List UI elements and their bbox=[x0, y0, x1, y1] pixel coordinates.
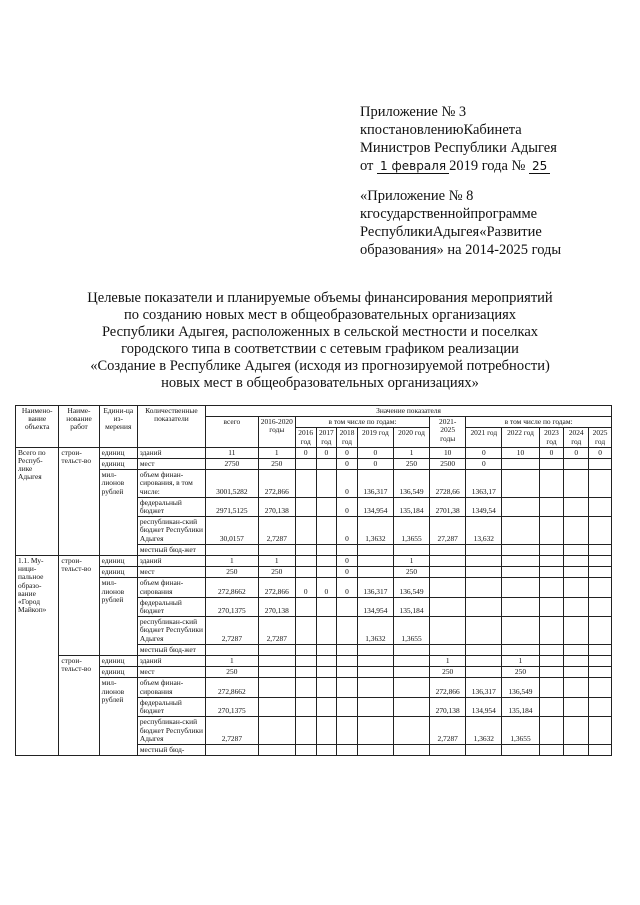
table-row: федеральный бюджет 2971,5125 270,138 0 134,954 135,184 2701,38 1349,54 bbox=[16, 497, 612, 516]
handwritten-date: 1 февраля bbox=[377, 159, 449, 174]
table-row: Всего по Респуб-лике Адыгея строи-тельст-во единиц зданий 11 1 0 0 0 0 1 10 0 10 0 0 0 bbox=[16, 447, 612, 458]
table-row: федеральный бюджет 270,1375 270,138 134,954 135,184 bbox=[16, 697, 612, 716]
appendix-1-line-4: от 1 февраля 2019 года № 25 bbox=[360, 157, 562, 175]
document-title: Целевые показатели и планируемые объемы финансирования мероприятий по созданию новых мест в общеобразовательных организациях Республики Адыгея, расположенных в сельской местности и поселках городского типа в соответствии с сетевым графиком реализации «Создание в Республике Адыгея (исходя из прогнозируемой потребности) новых мест в общеобразовательных организациях» bbox=[87, 290, 553, 391]
appendix-2-line-1: «Приложение № 8 bbox=[360, 188, 474, 204]
table-row: республикан-ский бюджет Республики Адыгея 2,7287 2,7287 1,3632 1,3655 bbox=[16, 617, 612, 645]
table-row: местный бюд-жет bbox=[16, 544, 612, 555]
table-row: республикан-ский бюджет Республики Адыгея 30,0157 2,7287 0 1,3632 1,3655 27,287 13,632 bbox=[16, 517, 612, 545]
appendix-1-line-1: Приложение № 3 bbox=[360, 104, 467, 120]
appendix-2-line-4: образования» на 2014-2025 годы bbox=[360, 242, 562, 258]
table-row: единиц мест 250 250 250 bbox=[16, 667, 612, 678]
table-row: 1.1. Му-ници-пальное образо-вание «Город Майкоп» строи-тельст-во единиц зданий 1 1 0 1 bbox=[16, 556, 612, 567]
table-row: мил-лионов рублей объем финан-сирования, в том числе: 3001,5282 272,866 0 136,317 136,549 2728,66 1363,17 bbox=[16, 470, 612, 498]
table-row: местный бюд-жет bbox=[16, 644, 612, 655]
table-row: федеральный бюджет 270,1375 270,138 134,954 135,184 bbox=[16, 597, 612, 616]
table-row: мил-лионов рублей объем финан-сирования 272,8662 272,866 0 0 0 136,317 136,549 bbox=[16, 578, 612, 597]
appendix-1-line-2: кпостановлениюКабинета bbox=[360, 122, 522, 138]
appendix-2-line-3: РеспубликиАдыгея«Развитие bbox=[360, 224, 542, 240]
appendix-2-line-2: кгосударственнойпрограмме bbox=[360, 206, 538, 222]
appendix-1-line-3: Министров Республики Адыгея bbox=[360, 140, 557, 156]
table-row: местный бюд- bbox=[16, 744, 612, 755]
table-row: мил-лионов рублей объем финан-сирования 272,8662 272,866 136,317 136,549 bbox=[16, 678, 612, 697]
handwritten-number: 25 bbox=[529, 159, 550, 174]
table-row: единиц мест 2750 250 0 0 250 2500 0 bbox=[16, 459, 612, 470]
appendix-block-1 bbox=[360, 103, 562, 175]
table-row: республикан-ский бюджет Республики Адыгея 2,7287 2,7287 1,3632 1,3655 bbox=[16, 717, 612, 745]
indicators-table: Наимено-вание объекта Наиме-нование работ Едини-ца из-мерения Количественные показатели Значение показателя всего 2016-2020 годы в том числе по годам: 2021-2025 годы в том числе по годам: 2016 год 2017 год 2018 год 2019 год 2020 год 2021 год 2022 год 2023 год 2024 год 2025 год Всего по Респуб-лике Адыгея строи-тельст-во единиц зданий 11 1 0 0 0 0 1 10 0 10 0 0 0 единиц мест 2750 250 0 0 250 2500 0 мил-лионов рублей объем финан-сирования, в том числе: 3001,5282 272,866 0 136,317 136,549 2728,66 1363,17 федеральный бюджет 2971,5125 270,138 0 134,954 135,184 2701,38 1349,54 республикан-ский бюджет Республики Адыгея 30,0157 2,7287 0 1,3632 1,3655 27,287 13,632 местный бюд-жет 1.1. Му-ници-пальное образо-вание «Город Майкоп» строи-тельст-во единиц зданий 1 1 0 1 единиц мест 250 250 0 250 мил-лионов рублей объем финан-сирования 272,8662 272,866 0 0 0 136,317 136,549 федеральный бюджет 270,1375 270,138 134,954 135,184 республикан-ский бюджет Республики Адыгея 2,7287 2,7287 1,3632 1,3655 местный бюд-жет строи-тельст-во единиц зданий 1 1 1 единиц мест 250 250 250 мил-лионов рублей объем финан-сирования 272,8662 272,866 136,317 136,549 федеральный бюджет 270,1375 270,138 134,954 135,184 республикан-ский бюджет Республики Адыгея 2,7287 2,7287 1,3632 1,3655 местный бюд- bbox=[15, 405, 612, 756]
table-header-row: Наимено-вание объекта Наиме-нование работ Едини-ца из-мерения Количественные показатели Значение показателя bbox=[16, 406, 612, 417]
appendix-block-2 bbox=[360, 187, 562, 259]
table-row: единиц мест 250 250 0 250 bbox=[16, 567, 612, 578]
table-row: строи-тельст-во единиц зданий 1 1 1 bbox=[16, 656, 612, 667]
